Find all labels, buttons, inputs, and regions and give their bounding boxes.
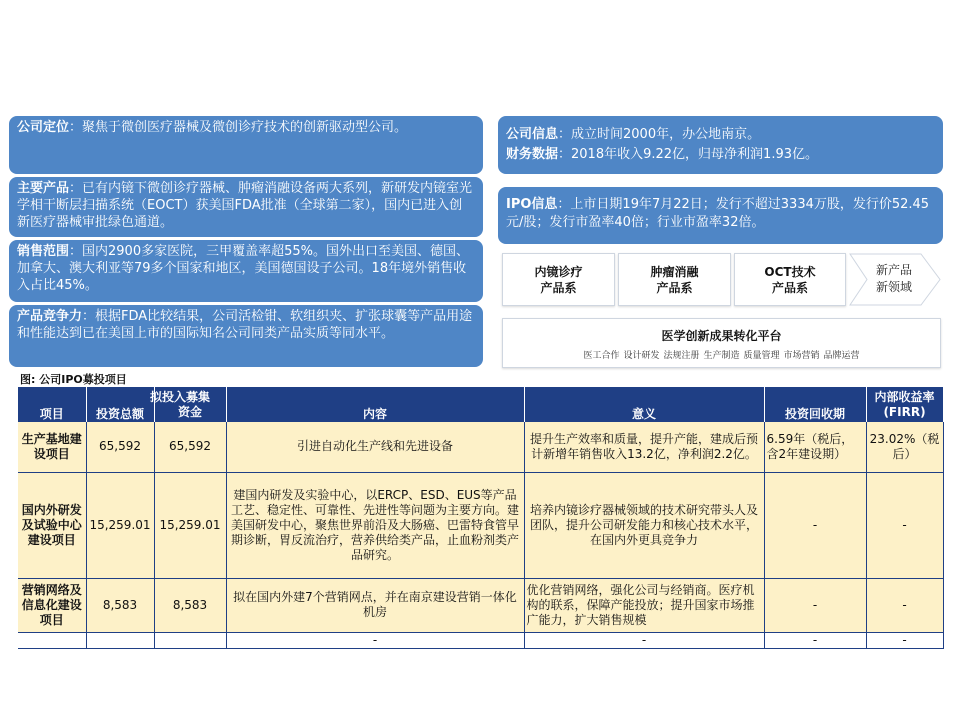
ipo-projects-table xyxy=(18,387,944,649)
row-irr: - xyxy=(866,472,943,578)
arrow-line2: 新领域 xyxy=(875,280,912,294)
flow-oct-products xyxy=(734,253,846,306)
platform-items xyxy=(503,348,940,361)
flow-endoscopy-products xyxy=(502,253,615,306)
blank-meaning: - xyxy=(524,632,764,648)
flow-tumor-line2: 产品系 xyxy=(656,280,693,295)
flow-oct-line2: 产品系 xyxy=(771,280,808,295)
row-payback: 6.59年（税后，含2年建设期） xyxy=(764,422,866,472)
row-raise: 15,259.01 xyxy=(154,472,226,578)
financial-data-key: 财务数据 xyxy=(506,147,559,162)
row-raise: 8,583 xyxy=(154,578,226,632)
financial-data-line xyxy=(506,145,935,165)
header-raise xyxy=(149,387,226,422)
new-field-arrow-label xyxy=(858,262,930,296)
row-content: 引进自动化生产线和先进设备 xyxy=(226,422,524,472)
header-irr xyxy=(866,387,943,422)
figure-caption: 图: 公司IPO募投项目 xyxy=(20,373,127,386)
financial-data-text: ：2018年收入9.22亿，归母净利润1.93亿。 xyxy=(558,147,818,162)
main-products-key: 主要产品 xyxy=(17,181,70,196)
platform-item: 品牌运营 xyxy=(823,351,860,361)
company-position-box xyxy=(9,116,483,174)
company-info-key: 公司信息 xyxy=(506,127,559,142)
company-position-text: ：聚焦于微创医疗器械及微创诊疗技术的创新驱动型公司。 xyxy=(69,120,408,135)
row-irr: 23.02%（税后） xyxy=(866,422,943,472)
main-products-box xyxy=(9,177,483,237)
row-content: 拟在国内外建7个营销网点，并在南京建设营销一体化机房 xyxy=(226,578,524,632)
table-row xyxy=(18,472,943,578)
ipo-info-key: IPO信息 xyxy=(506,197,558,212)
table-row xyxy=(18,422,943,472)
row-project: 生产基地建设项目 xyxy=(18,422,86,472)
competitiveness-key: 产品竞争力 xyxy=(17,309,83,324)
header-raise-bottom: 资金 xyxy=(177,404,202,419)
row-meaning: 优化营销网络，强化公司与经销商。医疗机构的联系，保障产能投放；提升国家市场推广能力，扩大销售规模 xyxy=(524,578,764,632)
header-irr-bottom: (FIRR) xyxy=(883,404,926,419)
competitiveness-text: ：根据FDA比较结果，公司活检钳、软组织夹、扩张球囊等产品用途和性能达到已在美国上市的国际知名公司同类产品实质等同水平。 xyxy=(17,309,473,341)
blank-irr: - xyxy=(866,632,943,648)
sales-range-text: ：国内2900多家医院，三甲覆盖率超55%。国外出口至美国、德国、加拿大、澳大利亚等79多个国家和地区，美国德国设子公司。18年境外销售收入占比45%。 xyxy=(17,244,469,293)
sales-range-key: 销售范围 xyxy=(17,244,70,259)
blank-content: - xyxy=(226,632,524,648)
company-info-line xyxy=(506,125,935,145)
row-investment: 65,592 xyxy=(86,422,154,472)
platform-item: 医工合作 xyxy=(583,351,620,361)
platform-item: 生产制造 xyxy=(703,351,740,361)
competitiveness-box xyxy=(9,305,483,367)
flow-oct-line1: OCT技术 xyxy=(764,264,816,279)
row-project: 国内外研发及试验中心建设项目 xyxy=(18,472,86,578)
innovation-platform xyxy=(502,318,941,368)
header-raise-top: 拟投入募集 xyxy=(149,389,210,404)
ipo-info-box xyxy=(498,187,943,244)
row-payback: - xyxy=(764,472,866,578)
flow-tumor-line1: 肿瘤消融 xyxy=(650,264,699,279)
row-project: 营销网络及信息化建设项目 xyxy=(18,578,86,632)
table-row xyxy=(18,578,943,632)
platform-title: 医学创新成果转化平台 xyxy=(661,329,782,343)
platform-item: 法规注册 xyxy=(663,351,700,361)
arrow-line1: 新产品 xyxy=(875,263,912,277)
blank-payback: - xyxy=(764,632,866,648)
row-meaning: 培养内镜诊疗器械领域的技术研究带头人及团队，提升公司研发能力和核心技术水平，在国内外更具竞争力 xyxy=(524,472,764,578)
blank-cell xyxy=(154,632,226,648)
header-meaning: 意义 xyxy=(524,387,764,422)
table-row xyxy=(18,632,943,648)
company-position-key: 公司定位 xyxy=(17,120,70,135)
flow-tumor-ablation-products xyxy=(618,253,731,306)
ipo-info-text: ：上市日期19年7月22日；发行不超过3334万股，发行价52.45元/股；发行市盈率40倍；行业市盈率32倍。 xyxy=(506,197,930,230)
company-info-box xyxy=(498,116,943,174)
platform-item: 质量管理 xyxy=(743,351,780,361)
flow-endoscopy-line2: 产品系 xyxy=(540,280,577,295)
header-payback: 投资回收期 xyxy=(764,387,866,422)
header-content: 内容 xyxy=(226,387,524,422)
header-project: 项目 xyxy=(18,387,86,422)
blank-cell xyxy=(18,632,86,648)
row-content: 建国内研发及实验中心，以ERCP、ESD、EUS等产品工艺、稳定性、可靠性、先进性等问题为主要方向。建美国研发中心，聚焦世界前沿及大肠癌、巴雷特食管早期诊断，胃反流治疗，营养供给类产品，止血粉剂类产品研究。 xyxy=(226,472,524,578)
row-payback: - xyxy=(764,578,866,632)
flow-endoscopy-line1: 内镜诊疗 xyxy=(534,264,583,279)
blank-cell xyxy=(86,632,154,648)
row-irr: - xyxy=(866,578,943,632)
row-investment: 8,583 xyxy=(86,578,154,632)
row-meaning: 提升生产效率和质量，提升产能，建成后预计新增年销售收入13.2亿，净利润2.2亿。 xyxy=(524,422,764,472)
platform-item: 市场营销 xyxy=(783,351,820,361)
company-info-text: ：成立时间2000年，办公地南京。 xyxy=(558,127,761,142)
sales-range-box xyxy=(9,240,483,302)
header-irr-top: 内部收益率 xyxy=(874,389,935,404)
row-raise: 65,592 xyxy=(154,422,226,472)
main-products-text: ：已有内镜下微创诊疗器械、肿瘤消融设备两大系列，新研发内镜室光学相干断层扫描系统（EOCT）获美国FDA批准（全球第二家），国内已进入创新医疗器械审批绿色通道。 xyxy=(17,181,473,230)
platform-item: 设计研发 xyxy=(623,351,660,361)
header-investment: 投资总额 xyxy=(86,387,154,422)
row-investment: 15,259.01 xyxy=(86,472,154,578)
